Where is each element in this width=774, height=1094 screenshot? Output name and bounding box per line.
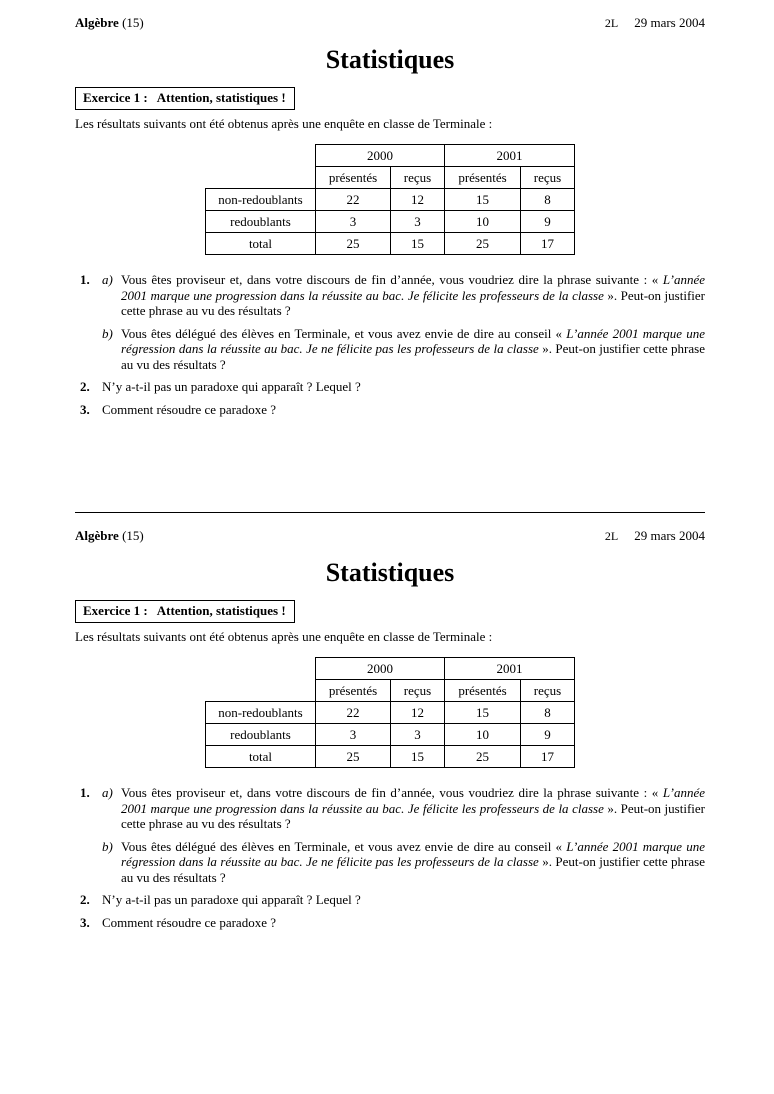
exercise-sheet [0,0,774,512]
col-header: reçus [391,680,445,702]
col-header: reçus [521,167,575,189]
table-cell: 15 [445,189,521,211]
table-cell: 10 [445,724,521,746]
course-name: Algèbre [75,15,119,30]
question-number: 3. [80,914,90,930]
exercise-label: Exercice 1 : [83,603,148,618]
year-header-2001: 2001 [445,658,575,680]
question-number: 1. [80,272,90,287]
col-header: présentés [445,167,521,189]
question-text: N’y a-t-il pas un paradoxe qui apparaît ? Lequel ? [102,892,361,907]
year-header-2001: 2001 [445,145,575,167]
table-cell: 17 [521,233,575,255]
question-3 [75,402,705,418]
quoted-phrase: L’année 2001 marque une régression dans la réussite au bac. Je ne félicite pas les professeurs de la classe [121,838,706,869]
header-left [75,15,144,30]
question-1 [75,785,705,885]
table-cell: 12 [391,189,445,211]
col-header: reçus [391,167,445,189]
question-1-body [102,785,705,885]
course-number: (15) [122,528,144,543]
table-year-row [206,145,575,167]
subquestion-text [121,272,705,319]
row-label: redoublants [206,724,316,746]
table-cell: 15 [445,702,521,724]
exercise-box-row [75,588,705,623]
corner-cell [206,658,316,680]
table-cell: 8 [521,189,575,211]
question-text: Comment résoudre ce paradoxe ? [102,914,276,930]
table-cell: 3 [391,724,445,746]
table-cell: 9 [521,724,575,746]
class-label: 2L [604,529,619,543]
question-2 [75,379,705,395]
question-3 [75,915,705,931]
table-row [206,746,575,768]
question-list [75,272,705,417]
question-list [75,785,705,930]
col-header: présentés [316,680,391,702]
question-text: Comment résoudre ce paradoxe ? [102,401,276,417]
header-left [75,528,144,543]
header-right [605,15,705,31]
row-label: redoublants [206,211,316,233]
table-cell: 3 [391,211,445,233]
course-number: (15) [122,15,144,30]
subquestion-text [121,785,705,832]
exercise-name: Attention, statistiques ! [156,90,286,105]
subquestion-text [121,326,705,373]
subquestion-marker: a) [102,272,113,287]
document-header [75,15,705,31]
table-year-row [206,658,575,680]
subquestion-marker: b) [102,838,113,854]
subquestion-text [121,839,705,886]
exercise-label: Exercice 1 : [83,90,148,105]
page-title: Statistiques [325,45,455,74]
table-cell: 3 [316,211,391,233]
quoted-phrase: L’année 2001 marque une progression dans la réussite au bac. Je félicite les professeurs de la classe [121,785,705,816]
table-row [206,702,575,724]
subquestion-marker: b) [102,325,113,341]
row-label: total [206,746,316,768]
table-cell: 3 [316,724,391,746]
text-segment: Vous êtes délégué des élèves en Terminale, et vous avez envie de dire au conseil « [121,838,567,854]
document-date: 29 mars 2004 [634,15,705,30]
exercise-box-row [75,75,705,110]
table-cell: 8 [521,702,575,724]
text-segment: Vous êtes proviseur et, dans votre discours de fin d’année, vous voudriez dire la phrase suivante : « [121,272,663,287]
question-1b [102,839,705,886]
exercise-sheet [0,513,774,1025]
question-1 [75,272,705,372]
text-segment: ». Peut-on justifier cette phrase au vu des résultats ? [121,854,705,885]
table-cell: 22 [316,189,391,211]
corner-cell [206,167,316,189]
exercise-box [75,600,295,623]
corner-cell [206,145,316,167]
header-right [605,528,705,544]
document-header [75,528,705,544]
text-segment: ». Peut-on justifier cette phrase au vu des résultats ? [121,800,705,831]
col-header: présentés [445,680,521,702]
question-1a [102,272,705,319]
question-text: N’y a-t-il pas un paradoxe qui apparaît ? Lequel ? [102,379,361,394]
col-header: présentés [316,167,391,189]
table-cell: 9 [521,211,575,233]
text-segment: ». Peut-on justifier cette phrase au vu des résultats ? [121,287,705,318]
question-number: 1. [80,785,90,800]
table-cell: 10 [445,211,521,233]
table-subheader-row [206,167,575,189]
row-label: total [206,233,316,255]
subquestion-marker: a) [102,785,113,800]
class-label: 2L [604,16,619,30]
question-number: 2. [80,892,90,907]
table-row [206,724,575,746]
question-number: 3. [80,401,90,417]
intro-text: Les résultats suivants ont été obtenus après une enquête en classe de Terminale : [75,115,493,131]
question-number: 2. [80,379,90,394]
row-label: non-redoublants [206,702,316,724]
question-1-body [102,272,705,372]
table-cell: 25 [445,233,521,255]
table-cell: 15 [391,746,445,768]
col-header: reçus [521,680,575,702]
course-name: Algèbre [75,528,119,543]
table-cell: 15 [391,233,445,255]
question-1a [102,785,705,832]
results-table [205,144,575,255]
exercise-name: Attention, statistiques ! [156,603,286,618]
quoted-phrase: L’année 2001 marque une régression dans la réussite au bac. Je ne félicite pas les professeurs de la classe [121,325,706,356]
table-cell: 25 [445,746,521,768]
text-segment: Vous êtes proviseur et, dans votre discours de fin d’année, vous voudriez dire la phrase suivante : « [121,785,663,800]
table-cell: 25 [316,746,391,768]
table-row [206,211,575,233]
year-header-2000: 2000 [316,145,445,167]
page-title: Statistiques [325,558,455,587]
table-cell: 17 [521,746,575,768]
intro-text: Les résultats suivants ont été obtenus après une enquête en classe de Terminale : [75,628,493,644]
question-2 [75,892,705,908]
exercise-box [75,87,295,110]
document-date: 29 mars 2004 [634,528,705,543]
table-row [206,189,575,211]
table-cell: 25 [316,233,391,255]
row-label: non-redoublants [206,189,316,211]
year-header-2000: 2000 [316,658,445,680]
text-segment: Vous êtes délégué des élèves en Terminale, et vous avez envie de dire au conseil « [121,325,567,341]
table-subheader-row [206,680,575,702]
corner-cell [206,680,316,702]
question-1b [102,326,705,373]
table-cell: 22 [316,702,391,724]
table-row [206,233,575,255]
quoted-phrase: L’année 2001 marque une progression dans la réussite au bac. Je félicite les professeurs de la classe [121,272,705,303]
table-cell: 12 [391,702,445,724]
results-table [205,657,575,768]
text-segment: ». Peut-on justifier cette phrase au vu des résultats ? [121,341,705,372]
